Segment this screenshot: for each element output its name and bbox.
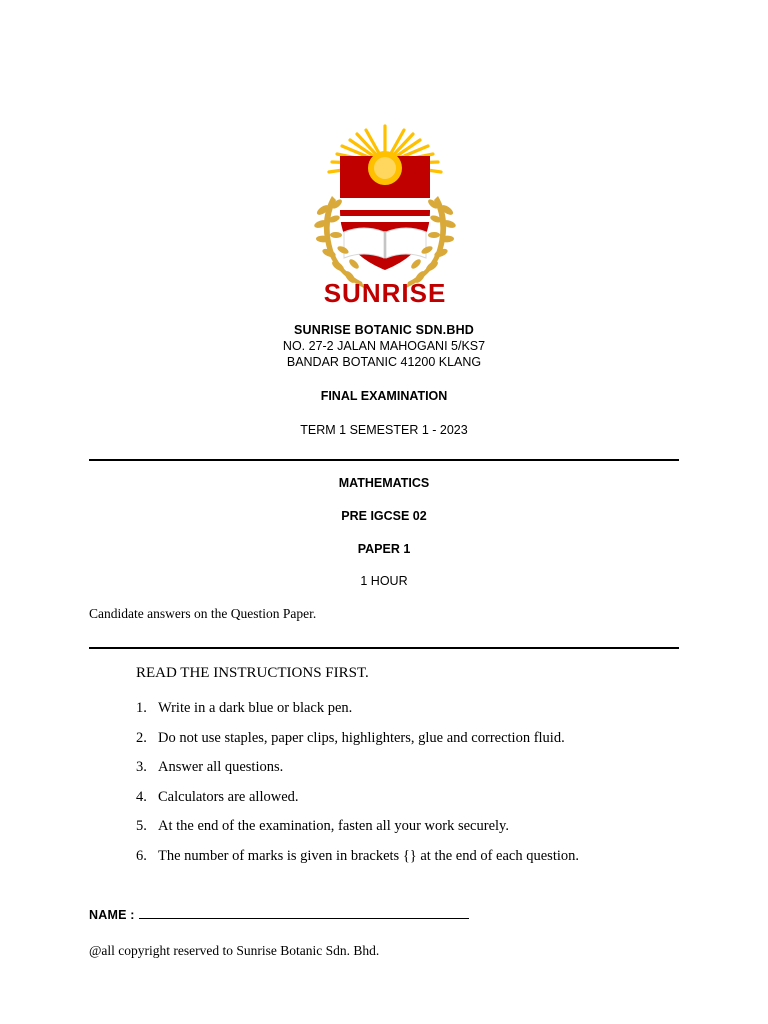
- list-item-text: Write in a dark blue or black pen.: [158, 700, 353, 716]
- name-field-row: [89, 907, 469, 922]
- instructions-list: [136, 700, 696, 877]
- school-name: SUNRISE BOTANIC SDN.BHD: [293, 323, 475, 337]
- school-header: [0, 322, 768, 370]
- name-label: NAME :: [89, 908, 135, 922]
- school-logo: [292, 92, 478, 314]
- divider-top: [89, 459, 679, 461]
- exam-title: FINAL EXAMINATION: [320, 389, 448, 403]
- paper-duration: 1 HOUR: [360, 574, 408, 588]
- list-item: [136, 848, 696, 865]
- copyright-notice: @all copyright reserved to Sunrise Botanic Sdn. Bhd.: [89, 943, 380, 958]
- list-item-text: Do not use staples, paper clips, highlighters, glue and correction fluid.: [158, 729, 565, 746]
- list-item: [136, 789, 696, 806]
- list-item-text: Answer all questions.: [158, 759, 284, 775]
- sunrise-crest-logo-icon: [292, 92, 478, 314]
- list-item-number: 1.: [136, 700, 147, 716]
- paper-code: PRE IGCSE 02: [341, 509, 427, 523]
- list-item-text: The number of marks is given in brackets {} at the end of each question.: [158, 847, 580, 864]
- list-item: [136, 700, 696, 717]
- exam-term: TERM 1 SEMESTER 1 - 2023: [300, 423, 468, 437]
- paper-subject: MATHEMATICS: [338, 476, 430, 490]
- logo-box: [292, 92, 478, 314]
- divider-bottom: [89, 647, 679, 649]
- candidate-note: Candidate answers on the Question Paper.: [89, 606, 317, 621]
- list-item: [136, 730, 696, 747]
- list-item-number: 5.: [136, 818, 147, 834]
- list-item-text: Calculators are allowed.: [158, 788, 299, 805]
- list-item-text: At the end of the examination, fasten all your work securely.: [158, 818, 509, 834]
- list-item-number: 3.: [136, 759, 147, 775]
- svg-text:SUNRISE: SUNRISE: [323, 278, 447, 308]
- instructions-heading: READ THE INSTRUCTIONS FIRST.: [136, 665, 369, 681]
- list-item: [136, 818, 696, 835]
- list-item-number: 6.: [136, 847, 147, 864]
- school-address-line-1: NO. 27-2 JALAN MAHOGANI 5/KS7: [282, 339, 486, 353]
- list-item: [136, 759, 696, 776]
- list-item-number: 4.: [136, 788, 147, 805]
- paper-number: PAPER 1: [357, 542, 411, 556]
- name-input[interactable]: [139, 907, 469, 919]
- list-item-number: 2.: [136, 729, 147, 746]
- school-address-line-2: BANDAR BOTANIC 41200 KLANG: [286, 355, 482, 369]
